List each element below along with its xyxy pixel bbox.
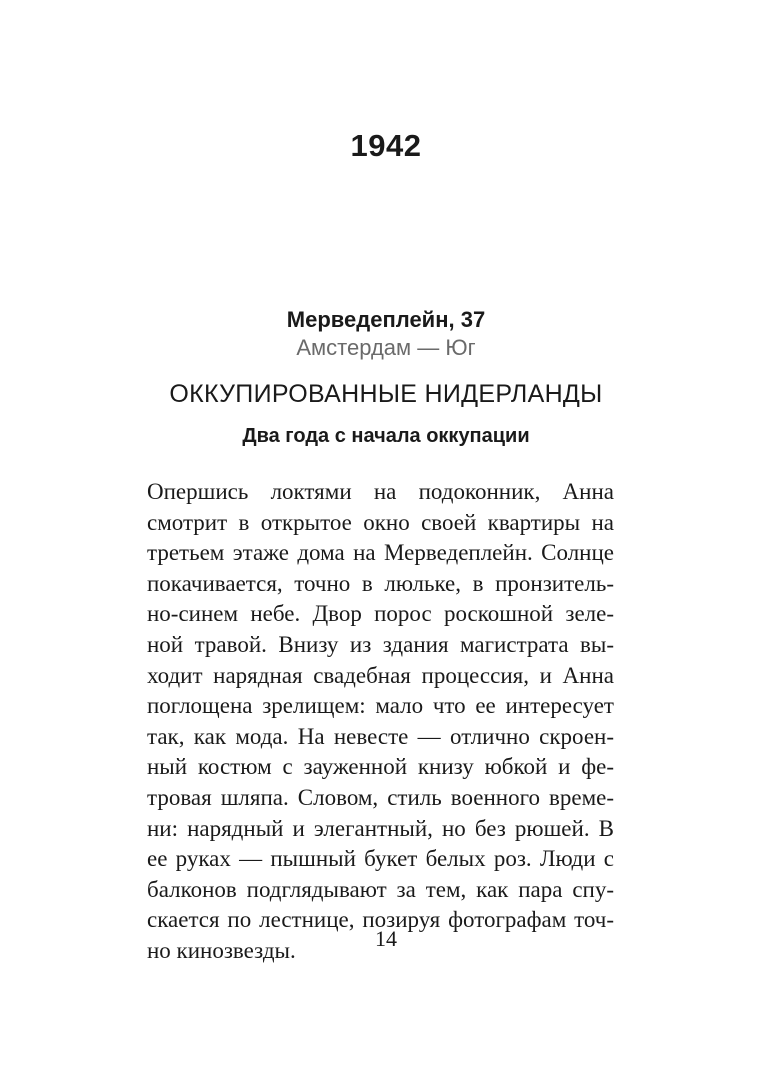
location-address: Мерведеплейн, 37: [286, 307, 486, 332]
text-line: третьем этаже дома на Мерведеплейн. Солнце: [147, 540, 614, 566]
location-district: Амстердам — Юг: [296, 335, 476, 360]
text-line: но-синем небе. Двор порос роскошной зеле-: [147, 601, 614, 627]
text-line: Опершись локтями на подоконник, Анна: [147, 479, 614, 504]
text-line: но кинозвезды.: [147, 937, 296, 963]
text-line: поглощена зрелищем: мало что ее интересует: [147, 693, 614, 719]
body-paragraph: [147, 477, 614, 967]
page-number: 14: [375, 926, 397, 951]
text-line: ни: нарядный и элегантный, но без рюшей. В: [147, 815, 614, 841]
chapter-year: 1942: [350, 128, 422, 163]
text-line: ходит нарядная свадебная процессия, и Анна: [147, 662, 614, 688]
text-line: ее руках — пышный букет белых роз. Люди с: [147, 846, 614, 872]
text-line: балконов подглядывают за тем, как пара спу-: [147, 876, 614, 902]
text-line: ной травой. Внизу из здания магистрата вы-: [147, 631, 614, 657]
text-line: так, как мода. На невесте — отлично скроен-: [147, 723, 614, 749]
text-line: скается по лестнице, позируя фотографам точ-: [147, 907, 614, 933]
text-line: покачивается, точно в люльке, в пронзитель-: [147, 570, 614, 596]
text-line: тровая шляпа. Словом, стиль военного време-: [147, 784, 614, 810]
text-line: смотрит в открытое окно своей квартиры на: [147, 509, 614, 535]
section-subtitle: Два года с начала оккупации: [242, 425, 530, 447]
location-region: ОККУПИРОВАННЫЕ НИДЕРЛАНДЫ: [169, 380, 603, 408]
text-line: ный костюм с зауженной книзу юбкой и фе-: [147, 754, 614, 780]
